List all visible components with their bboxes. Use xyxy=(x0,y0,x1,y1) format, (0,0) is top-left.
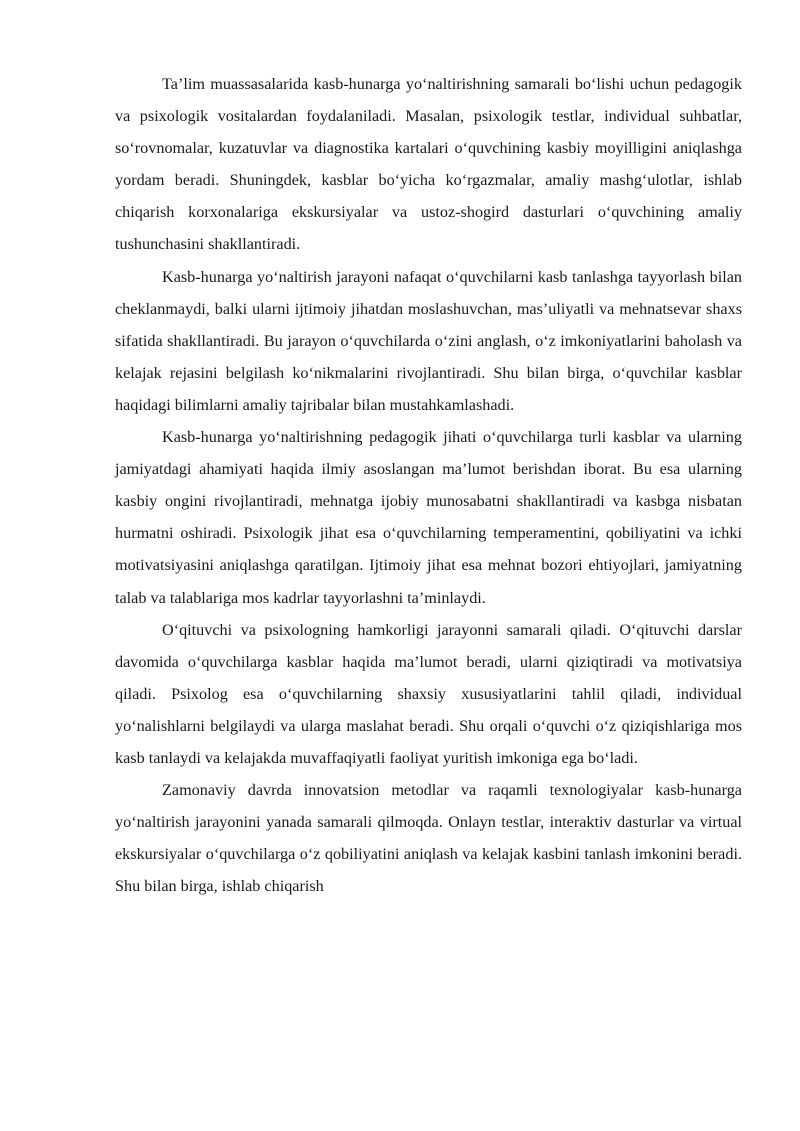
document-body xyxy=(115,68,742,902)
paragraph-2: Kasb-hunarga yo‘naltirish jarayoni nafaqat o‘quvchilarni kasb tanlashga tayyorlash bilan cheklanmaydi, balki ularni ijtimoiy jihatdan moslashuvchan, mas’uliyatli va mehnatsevar shaxs sifatida shakllantiradi. Bu jarayon o‘quvchilarda o‘zini anglash, o‘z imkoniyatlarini baholash va kelajak rejasini belgilash ko‘nikmalarini rivojlantiradi. Shu bilan birga, o‘quvchilar kasblar haqidagi bilimlarni amaliy tajribalar bilan mustahkamlashadi. xyxy=(115,267,742,414)
paragraph-1: Ta’lim muassasalarida kasb-hunarga yo‘naltirishning samarali bo‘lishi uchun pedagogik va psixologik vositalardan foydalaniladi. Masalan, psixologik testlar, individual suhbatlar, so‘rovnomalar, kuzatuvlar va diagnostika kartalari o‘quvchining kasbiy moyilligini aniqlashga yordam beradi. Shuningdek, kasblar bo‘yicha ko‘rgazmalar, amaliy mashg‘ulotlar, ishlab chiqarish korxonalariga ekskursiyalar va ustoz-shogird dasturlari o‘quvchining amaliy tushunchasini shakllantiradi. xyxy=(115,75,742,254)
paragraph-5: Zamonaviy davrda innovatsion metodlar va raqamli texnologiyalar kasb-hunarga yo‘naltirish jarayonini yanada samarali qilmoqda. Onlayn testlar, interaktiv dasturlar va virtual ekskursiyalar o‘quvchilarga o‘z qobiliyatini aniqlash va kelajak kasbini tanlash imkonini beradi. Shu bilan birga, ishlab chiqarish xyxy=(115,781,742,896)
paragraph-4: O‘qituvchi va psixologning hamkorligi jarayonni samarali qiladi. O‘qituvchi darslar davomida o‘quvchilarga kasblar haqida ma’lumot beradi, ularni qiziqtiradi va motivatsiya qiladi. Psixolog esa o‘quvchilarning shaxsiy xususiyatlarini tahlil qiladi, individual yo‘nalishlarni belgilaydi va ularga maslahat beradi. Shu orqali o‘quvchi o‘z qiziqishlariga mos kasb tanlaydi va kelajakda muvaffaqiyatli faoliyat yuritish imkoniga ega bo‘ladi. xyxy=(115,620,742,767)
paragraph-3: Kasb-hunarga yo‘naltirishning pedagogik jihati o‘quvchilarga turli kasblar va ularning jamiyatdagi ahamiyati haqida ilmiy asoslangan ma’lumot berishdan iborat. Bu esa ularning kasbiy ongini rivojlantiradi, mehnatga ijobiy munosabatni shakllantiradi va kasbga nisbatan hurmatni oshiradi. Psixologik jihat esa o‘quvchilarning temperamentini, qobiliyatini va ichki motivatsiyasini aniqlashga qaratilgan. Ijtimoiy jihat esa mehnat bozori ehtiyojlari, jamiyatning talab va talablariga mos kadrlar tayyorlashni ta’minlaydi. xyxy=(115,428,742,607)
